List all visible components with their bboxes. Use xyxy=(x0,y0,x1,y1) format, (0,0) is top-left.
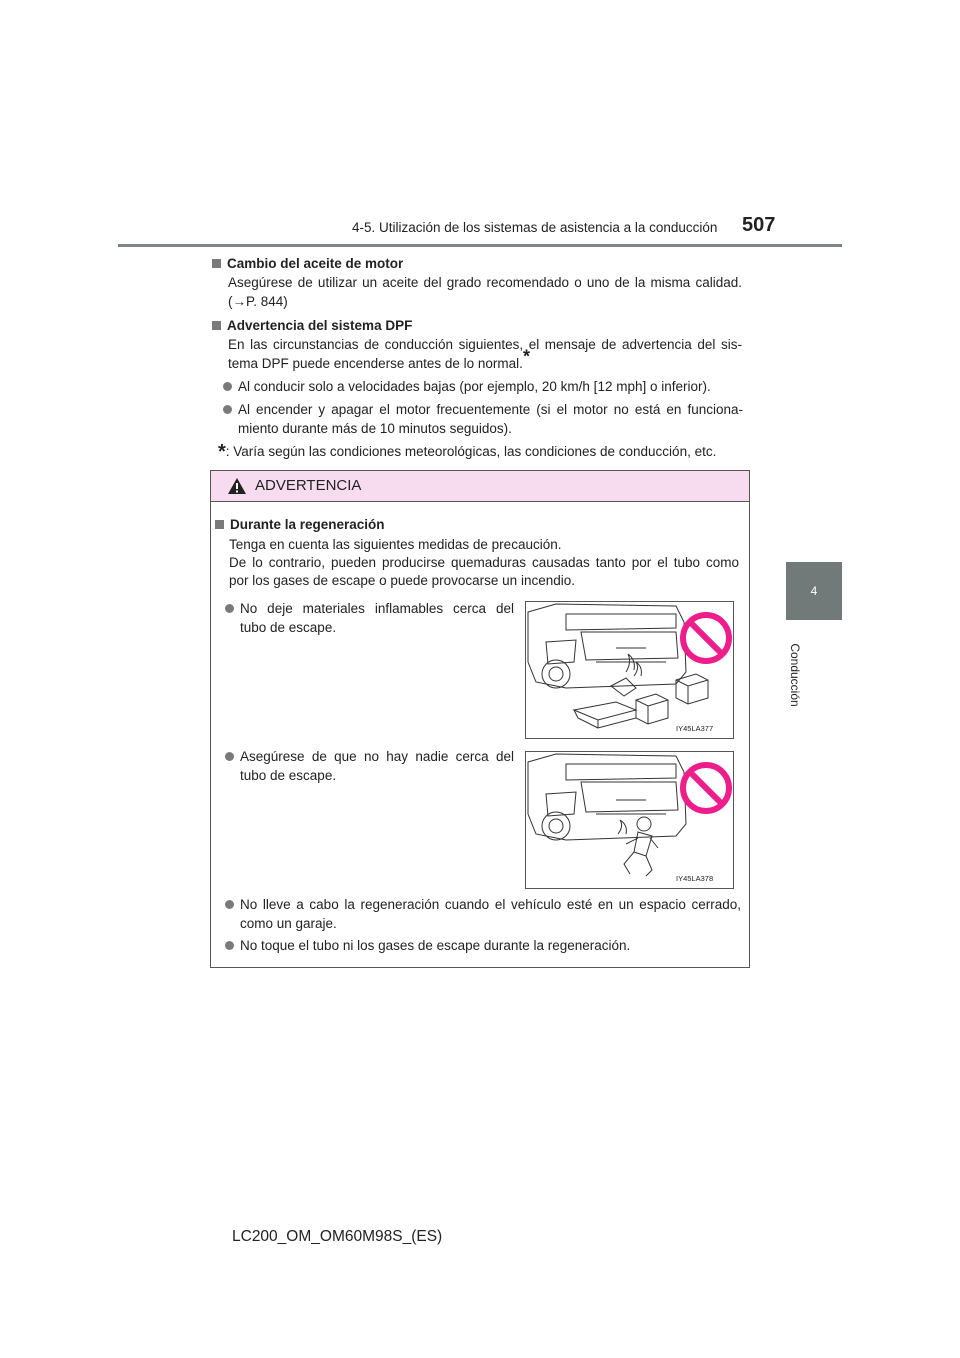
regeneration-heading: Durante la regeneración xyxy=(215,515,385,535)
warning-header xyxy=(211,471,749,502)
warning-item-enclosed: No lleve a cabo la regeneración cuando el vehículo esté en un espacio cerrado, como un garaje. xyxy=(225,895,741,915)
warning-item-people: Asegúrese de que no hay nadie cerca del tubo de escape. xyxy=(225,747,515,767)
header-divider xyxy=(118,244,842,247)
bullet-dot-icon xyxy=(225,900,234,909)
figure-code-378: IY45LA378 xyxy=(676,874,714,883)
bullet-dot-icon xyxy=(225,604,234,613)
warning-intro-3: por los gases de escape o puede provocarse un incendio. xyxy=(229,573,575,588)
prohibition-sign-icon xyxy=(683,615,729,661)
oil-change-body: Asegúrese de utilizar un aceite del grado recomendado o uno de la misma calidad. xyxy=(228,275,742,290)
chapter-label xyxy=(780,630,810,720)
square-bullet-icon xyxy=(212,321,221,330)
warning-title: ADVERTENCIA xyxy=(255,477,362,494)
oil-change-heading: Cambio del aceite de motor xyxy=(212,254,403,274)
warning-item-flammables: No deje materiales inflamables cerca del tubo de escape. xyxy=(225,599,515,619)
prohibition-sign-icon xyxy=(683,765,729,811)
bullet-dot-icon xyxy=(225,752,234,761)
car-rear-flammables-illustration xyxy=(526,602,733,738)
bullet-dot-icon xyxy=(223,382,232,391)
dpf-body-line2: tema DPF puede encenderse antes de lo normal.* xyxy=(228,346,530,371)
footnote-mark: * xyxy=(522,346,530,367)
document-code: LC200_OM_OM60M98S_(ES) xyxy=(232,1228,443,1245)
bullet-frequent-start: Al encender y apagar el motor frecuentemente (si el motor no está en funciona- miento durante más de 10 minutos seguidos). xyxy=(223,400,743,420)
figure-code-377: IY45LA377 xyxy=(676,724,714,733)
bullet-low-speed: Al conducir solo a velocidades bajas (por ejemplo, 20 km/h [12 mph] o inferior). xyxy=(223,377,232,397)
car-rear-person-illustration xyxy=(526,752,733,888)
section-title: 4-5. Utilización de los sistemas de asistencia a la conducción xyxy=(352,220,718,235)
warning-intro-1: Tenga en cuenta las siguientes medidas de precaución. xyxy=(229,537,562,552)
page-number: 507 xyxy=(742,214,776,236)
chapter-tab[interactable] xyxy=(786,562,842,620)
figure-flammables xyxy=(525,601,734,739)
dpf-warning-heading: Advertencia del sistema DPF xyxy=(212,316,412,336)
page-reference[interactable]: (→P. 844) xyxy=(228,294,288,309)
square-bullet-icon xyxy=(215,520,224,529)
warning-intro-2: De lo contrario, pueden producirse quemaduras causadas tanto por el tubo como xyxy=(229,555,739,570)
dpf-body-line1: En las circunstancias de conducción siguientes, el mensaje de advertencia del sis- xyxy=(228,337,742,352)
footnote: *: Varía según las condiciones meteorológicas, las condiciones de conducción, etc. xyxy=(218,441,717,463)
warning-box xyxy=(210,470,750,968)
figure-people xyxy=(525,751,734,889)
warning-item-no-touch: No toque el tubo ni los gases de escape durante la regeneración. xyxy=(225,936,741,956)
warning-triangle-icon xyxy=(227,477,247,495)
bullet-dot-icon xyxy=(223,405,232,414)
footnote-asterisk: * xyxy=(218,441,226,463)
chapter-number: 4 xyxy=(810,584,818,598)
chapter-name: Conducción xyxy=(788,643,802,707)
square-bullet-icon xyxy=(212,259,221,268)
bullet-dot-icon xyxy=(225,941,234,950)
